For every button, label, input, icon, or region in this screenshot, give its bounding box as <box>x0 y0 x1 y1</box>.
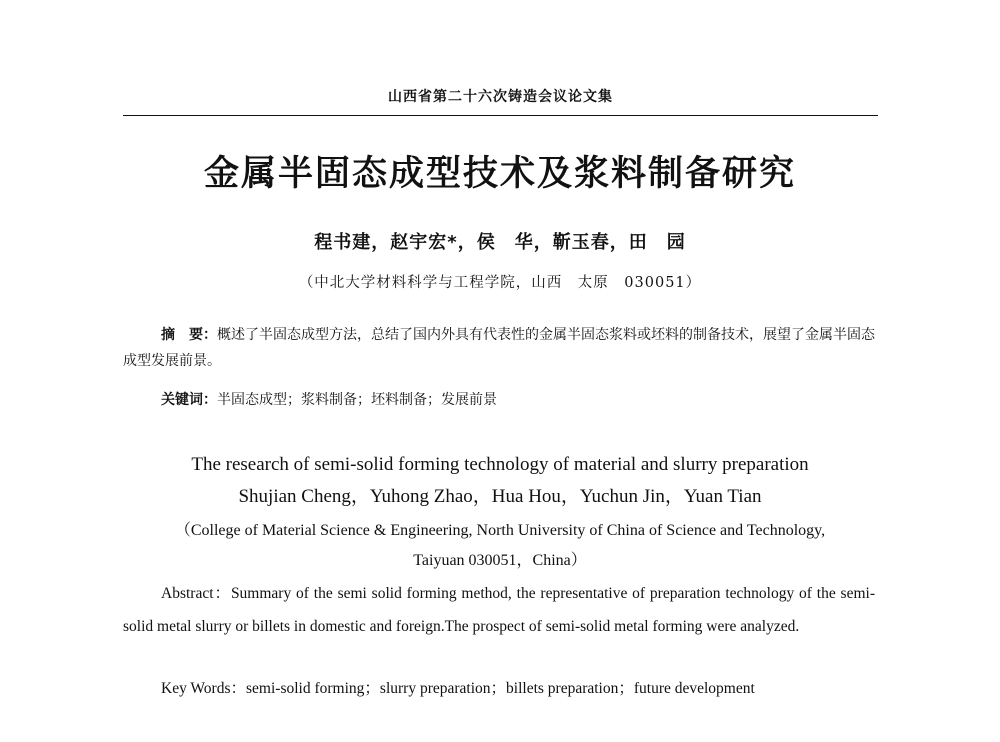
keywords-cn-text: 半固态成型；浆料制备；坯料制备；发展前景 <box>217 392 497 408</box>
paper-title-en: The research of semi-solid forming technology of material and slurry preparation <box>191 454 809 475</box>
abstract-en <box>123 577 875 643</box>
abstract-cn <box>123 322 875 374</box>
paper-title-cn: 金属半固态成型技术及浆料制备研究 <box>203 154 796 194</box>
abstract-cn-label: 摘 要： <box>161 327 217 343</box>
header-rule <box>123 115 878 116</box>
affiliation-en <box>0 516 1000 576</box>
abstract-en-text: Summary of the semi solid forming method, the representative of preparation technology of the semi-solid metal slurry or billets in domestic and foreign.The prospect of semi-solid metal forming were analyzed. <box>123 585 875 635</box>
abstract-cn-text: 概述了半固态成型方法，总结了国内外具有代表性的金属半固态浆料或坯料的制备技术，展望了金属半固态成型发展前景。 <box>123 327 875 369</box>
running-header: 山西省第二十六次铸造会议论文集 <box>388 89 613 105</box>
abstract-en-label: Abstract： <box>161 585 231 602</box>
affiliation-en-line1: （College of Material Science & Engineering, North University of China of Science and Technology, <box>174 522 826 539</box>
keywords-en-text: semi-solid forming；slurry preparation；billets preparation；future development <box>246 680 755 697</box>
keywords-cn <box>161 389 497 409</box>
authors-cn: 程书建，赵宇宏*，侯 华，靳玉春，田 园 <box>314 232 686 253</box>
keywords-en <box>161 676 755 698</box>
keywords-en-label: Key Words： <box>161 680 247 697</box>
keywords-cn-label: 关键词： <box>161 392 217 408</box>
affiliation-en-line2: Taiyuan 030051，China） <box>413 552 587 569</box>
affiliation-cn: （中北大学材料科学与工程学院，山西 太原 030051） <box>298 275 702 291</box>
authors-en: Shujian Cheng，Yuhong Zhao，Hua Hou，Yuchun Jin，Yuan Tian <box>238 486 762 507</box>
